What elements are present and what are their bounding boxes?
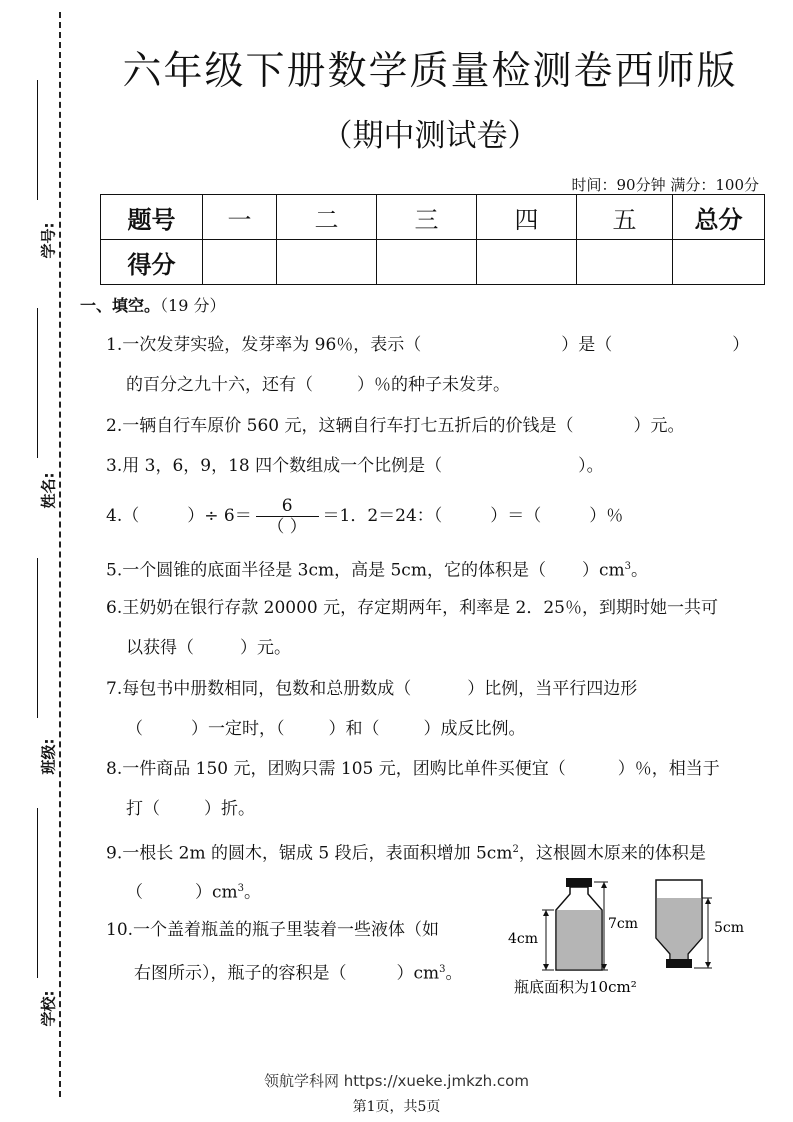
header-cell-3: 三 [377,195,477,240]
q8-text-b: ）％，相当于 [617,759,720,779]
bottle-figure [500,870,770,1000]
question-1-line-2 [126,373,510,397]
q2-text-a: 2.一辆自行车原价 560 元，这辆自行车打七五折后的价钱是（ [106,416,574,436]
question-9-line-1 [106,838,706,866]
q10-text-a: 右图所示），瓶子的容积是（ [134,963,347,984]
question-10-line-1: 10.一个盖着瓶盖的瓶子里装着一些液体（如 [106,920,440,940]
label-7cm: 7cm [608,916,639,932]
question-5 [106,555,648,583]
time-score-info: 时间：90分钟 满分：100分 [571,176,759,194]
q1-text-d: 的百分之九十六，还有（ [126,375,313,395]
class-label: 班级: [39,738,58,775]
q8-text-c: 打（ [126,799,160,819]
score-cell-total[interactable] [673,240,765,285]
score-cell-5[interactable] [577,240,673,285]
score-table-header-row [101,195,765,240]
q10-text-b: ）cm [396,963,440,984]
q4-text-b: ）÷ 6＝ [187,506,252,526]
score-cell-3[interactable] [377,240,477,285]
cut-line [59,12,61,1097]
q1-text-e: ）％的种子未发芽。 [357,375,510,395]
q4-text-d: ）＝（ [490,506,542,526]
name-label: 姓名: [39,472,58,509]
header-cell-total: 总分 [673,195,765,240]
q8-text-a: 8.一件商品 150 元，团购只需 105 元，团购比单件买便宜（ [106,759,566,779]
q4-fraction-denominator[interactable]: （ ） [267,517,307,537]
student-id-field[interactable] [16,80,58,260]
q9-text-d: ）cm [195,882,238,903]
exam-subtitle: （期中测试卷） [321,118,539,154]
question-2 [106,414,684,438]
page-number: 第1页，共5页 [352,1099,441,1115]
q9-text-e: 。 [244,882,262,903]
bottle-diagram [500,870,770,1000]
q5-text-a: 5.一个圆锥的底面半径是 3cm，高是 5cm，它的体积是（ [106,560,546,581]
school-field[interactable] [16,808,58,1028]
question-9-line-2 [126,877,261,905]
score-cell-4[interactable] [477,240,577,285]
question-8-line-1 [106,757,720,781]
footer-watermark: 领航学科网 https://xueke.jmkzh.com [264,1072,529,1090]
q4-text-a: 4.（ [106,506,140,526]
q9-text-c: （ [126,882,143,903]
score-cell-1[interactable] [203,240,277,285]
q6-text-b: ）元。 [240,638,291,658]
question-7-line-1 [106,677,637,701]
q7-text-c: （ [126,719,143,739]
inverted-bottle [656,880,712,968]
q4-text-e: ）％ [589,506,624,526]
q1-text-c: ） [732,335,750,355]
inverted-bottle-cap [666,959,692,968]
question-1-line-1 [106,333,749,357]
q4-fraction-numerator: 6 [256,496,319,517]
q2-text-b: ）元。 [633,416,685,436]
q7-text-d: ）一定时，（ [191,719,285,739]
q5-text-c: 。 [630,560,648,581]
section-1-points: （19 分） [160,296,226,315]
upright-bottle-liquid [557,910,601,969]
binding-margin [0,0,70,1122]
section-1-heading [80,293,225,316]
q9-exponent-2: 3 [237,883,245,894]
score-row-label: 得分 [101,240,203,285]
q9-text-b: ，这根圆木原来的体积是 [518,843,706,864]
exam-title: 六年级下册数学质量检测卷西师版 [122,49,738,94]
name-field[interactable] [16,308,58,509]
q6-text-a: 以获得（ [126,638,194,658]
q9-exponent-1: 2 [512,844,519,855]
q1-text-a: 1.一次发芽实验，发芽率为 96％，表示（ [106,335,422,355]
question-4 [106,496,623,537]
upright-bottle [542,878,608,970]
score-table-score-row [101,240,765,285]
student-id-label: 学号: [39,222,58,259]
q7-text-b: ）比例，当平行四边形 [467,679,638,699]
label-4cm: 4cm [508,931,539,947]
name-line [37,308,38,458]
school-line [37,808,38,978]
question-3 [106,454,604,478]
q4-fraction [256,496,319,537]
q3-text-b: ）。 [578,456,604,476]
figure-caption: 瓶底面积为10cm² [514,978,637,996]
q5-text-b: ）cm [581,560,625,581]
header-cell-5: 五 [577,195,673,240]
question-8-line-2 [126,797,255,821]
inverted-bottle-liquid [657,898,701,959]
score-table [100,194,765,285]
class-line [37,558,38,718]
section-1-title: 一、填空。 [80,296,161,315]
q3-text-a: 3.用 3，6，9，18 四个数组成一个比例是（ [106,456,443,476]
q10-text-c: 。 [445,963,463,984]
student-id-line [37,80,38,200]
question-6-line-1: 6.王奶奶在银行存款 20000 元，存定期两年，利率是 2．25％，到期时她一共可 [106,598,718,618]
q7-text-e: ）和（ [328,719,380,739]
q4-text-c: ＝1．2＝24：（ [322,506,443,526]
q8-text-d: ）折。 [204,799,255,819]
header-cell-question: 题号 [101,195,203,240]
q5-exponent: 3 [624,561,631,572]
q9-text-a: 9.一根长 2m 的圆木，锯成 5 段后，表面积增加 5cm [106,843,513,864]
question-7-line-2 [126,717,526,741]
header-cell-2: 二 [277,195,377,240]
class-field[interactable] [16,558,58,775]
header-cell-4: 四 [477,195,577,240]
label-5cm: 5cm [714,920,745,936]
score-cell-2[interactable] [277,240,377,285]
q10-exponent: 3 [439,964,446,975]
question-6-line-2 [126,636,291,660]
header-cell-1: 一 [203,195,277,240]
question-10-line-2 [134,958,463,986]
upright-bottle-cap [566,878,592,887]
school-label: 学校: [39,990,58,1027]
q1-text-b: ）是（ [561,335,613,355]
q7-text-f: ）成反比例。 [423,719,526,739]
q7-text-a: 7.每包书中册数相同，包数和总册数成（ [106,679,412,699]
